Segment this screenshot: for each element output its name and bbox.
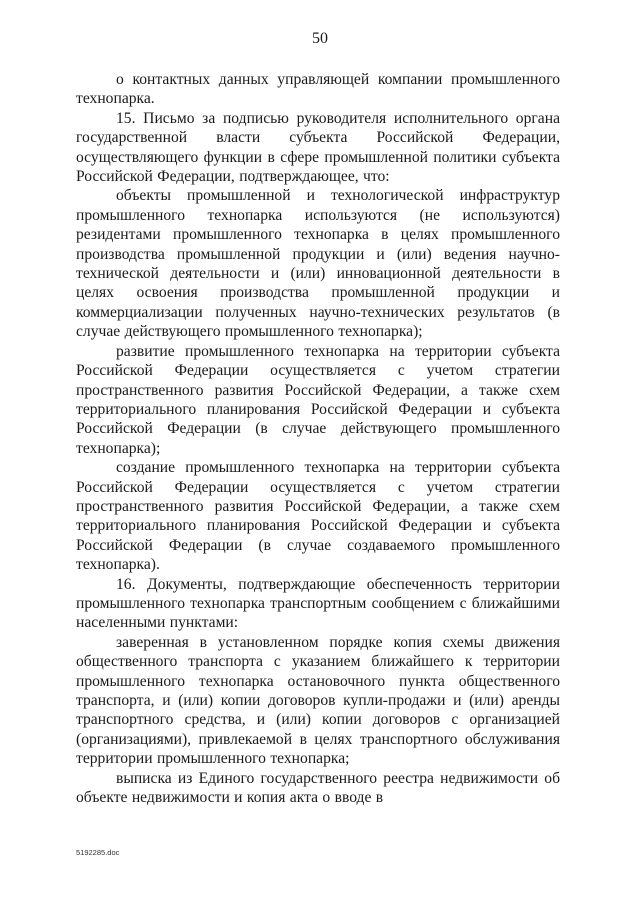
paragraph-item-16: 16. Документы, подтверждающие обеспеченность территории промышленного технопарка транспортным сообщением с ближайшими населенными пунктами: <box>76 575 560 632</box>
paragraph-registry-extract: выписка из Единого государственного реестра недвижимости об объекте недвижимости и копия акта о вводе в <box>76 769 560 807</box>
paragraph-development: развитие промышленного технопарка на территории субъекта Российской Федерации осуществляется с учетом стратегии пространственного развития Российской Федерации, а также схем территориального планирования Российской Федерации и субъекта Российской Федерации (в случае действующего промышленного технопарка); <box>76 342 560 457</box>
paragraph-continuation: о контактных данных управляющей компании промышленного технопарка. <box>76 71 560 108</box>
footer-document-code: 5192285.doc <box>76 848 120 857</box>
page-number: 50 <box>312 30 328 47</box>
paragraph-transport-scheme: заверенная в установленном порядке копия схемы движения общественного транспорта с указанием ближайшего к территории промышленного технопарка остановочного пункта общественного транспорта, и (или) копии договоров купли-продажи и (или) аренды транспортного средства, и (или) копии договоров с организацией (организациями), привлекаемой в целях транспортного обслуживания территории промышленного технопарка; <box>76 633 560 768</box>
document-body <box>76 70 560 807</box>
paragraph-item-15: 15. Письмо за подписью руководителя исполнительного органа государственной власти субъекта Российской Федерации, осуществляющего функции в сфере промышленной политики субъекта Российской Федерации, подтверждающее, что: <box>76 109 560 186</box>
paragraph-creation: создание промышленного технопарка на территории субъекта Российской Федерации осуществляется с учетом стратегии пространственного развития Российской Федерации, а также схем территориального планирования Российской Федерации и субъекта Российской Федерации (в случае создаваемого промышленного технопарка). <box>76 459 560 574</box>
paragraph-infrastructure-use: объекты промышленной и технологической инфраструктур промышленного технопарка используются (не используются) резидентами промышленного технопарка в целях промышленного производства промышленной продукции и (или) ведения научно-технической деятельности и (или) инновационной деятельности в целях освоения производства промышленной продукции и коммерциализации полученных научно-технических результатов (в случае действующего промышленного технопарка); <box>76 187 560 341</box>
